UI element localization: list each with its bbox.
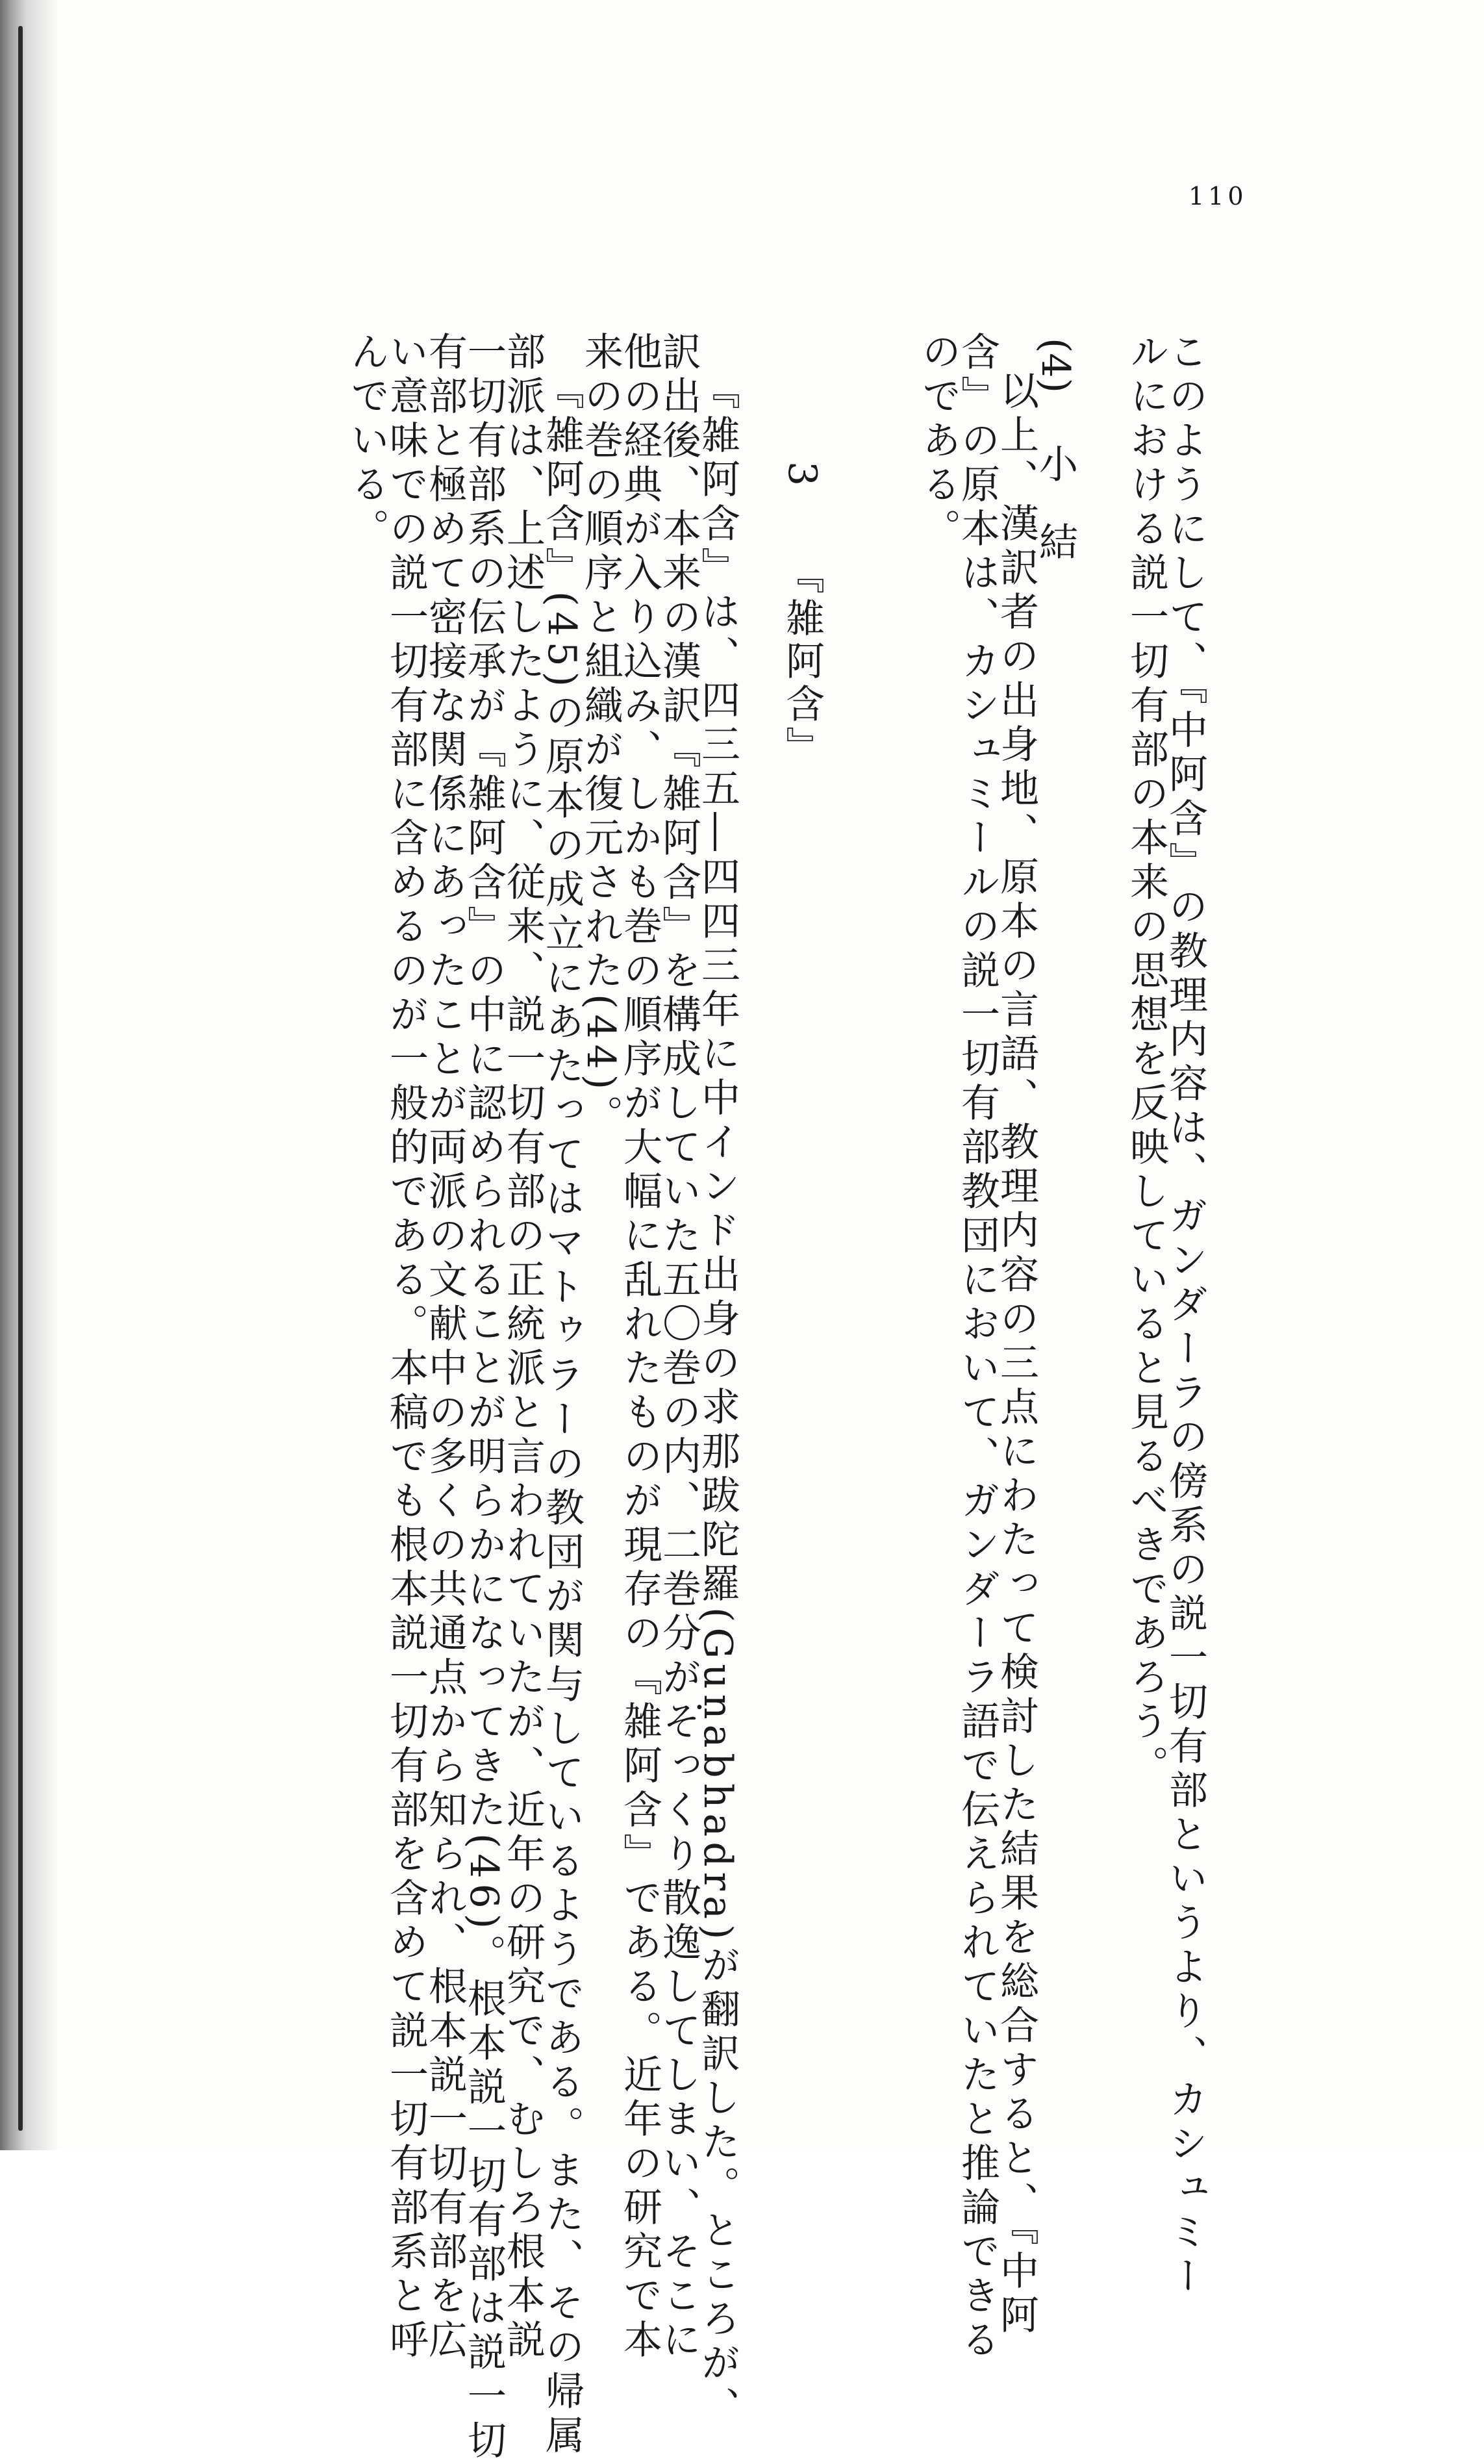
- paragraph4-line-5: い意味での説一切有部に含めるのが一般的である。本稿でも根本説一切有部を含めて説一切有部系と呼: [383, 331, 429, 2363]
- paragraph1-line-2: ルにおける説一切有部の本来の思想を反映していると見るべきであろう。: [1124, 331, 1169, 1789]
- section-3-title: 『雑阿含』: [779, 555, 825, 770]
- paragraph3-line-1: 『雑阿含』は、四三五―四四三年に中インド出身の求那跋陀羅(Guṇabhadra)が翻訳した。ところが、: [695, 370, 740, 2431]
- page-number: 110: [1188, 182, 1248, 210]
- paragraph2-line-2: 含』の原本は、カシュミールの説一切有部教団において、ガンダーラ語で伝えられていたと推論できる: [955, 331, 1000, 2363]
- paragraph3-line-3: 他の経典が入り込み、しかも巻の順序が大幅に乱れたものが現存の『雑阿含』である。近年の研究で本: [617, 331, 662, 2363]
- section-4-heading: [1033, 338, 1078, 600]
- binding-line: [18, 26, 23, 2131]
- section-4-title: 小結: [1033, 444, 1078, 600]
- binding-shadow: [0, 0, 58, 2150]
- paragraph4-line-4: 有部と極めて密接な関係にあったことが両派の文献中の多くの共通点から知られ、根本説一切有部を広: [422, 331, 468, 2363]
- paragraph4-line-6: んでいる。: [344, 331, 390, 552]
- section-4-number: (4): [1033, 338, 1078, 393]
- paragraph4-line-3: 一切有部系の伝承が『雑阿含』の中に認められることが明らかになってきた(46)。根本説一切有部は説一切: [461, 331, 507, 2464]
- section-3-number: 3: [779, 461, 825, 490]
- section-3-heading: [779, 461, 825, 770]
- paragraph4-line-1: 『雑阿含』(45)の原本の成立にあたってはマトゥラーの教団が関与しているようである。また、その帰属: [539, 370, 585, 2459]
- paragraph3-line-2: 訳出後、本来の漢訳『雑阿含』を構成していた五〇巻の内、二巻分がそっくり散逸してしまい、そこに: [656, 331, 701, 2363]
- paragraph2-line-3: のである。: [916, 331, 961, 552]
- paragraph1-line-1: このようにして、『中阿含』の教理内容は、ガンダーラの傍系の説一切有部というより、カシュミー: [1163, 331, 1208, 2300]
- paragraph2-line-1: 以上、漢訳者の出身地、原本の言語、教理内容の三点にわたって検討した結果を総合すると、『中阿: [994, 370, 1039, 2339]
- paragraph4-line-2: 部派は、上述したように、従来、説一切有部の正統派と言われていたが、近年の研究で、むしろ根本説: [500, 331, 546, 2363]
- paragraph3-line-4: 来の巻の順序と組織が復元された(44)。: [578, 331, 623, 1139]
